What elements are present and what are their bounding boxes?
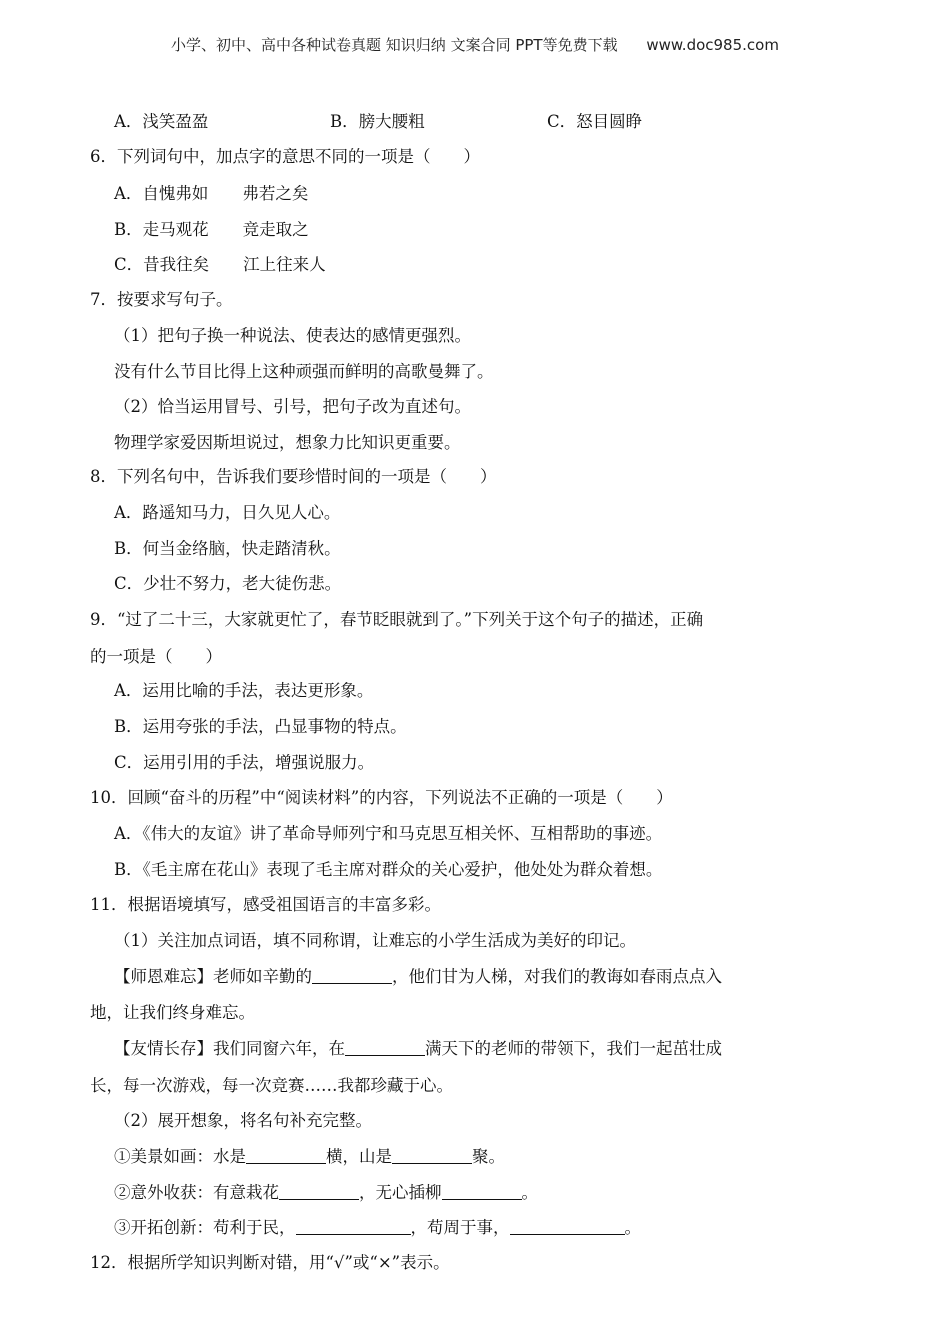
q6-option-b-word: B．走马观花 [114,220,209,239]
q6-option-b-phrase: 竞走取之 [242,220,309,239]
q11-row1 [114,1146,505,1168]
answer-blank[interactable] [442,1182,522,1200]
q8-option-b: B．何当金络脑，快走踏清秋。 [114,539,341,558]
page-header [0,34,950,55]
q6-option-a-phrase: 弗若之矣 [242,184,309,203]
q5-option-c: C．怒目圆睁 [547,112,643,131]
q11-para1-text-b: ，他们甘为人梯，对我们的教诲如春雨点点入 [392,967,722,986]
q11-para1-line2: 地，让我们终身难忘。 [90,1003,255,1022]
answer-blank[interactable] [345,1038,425,1056]
q6-option-c [114,254,326,276]
q11-stem: 11．根据语境填写，感受祖国语言的丰富多彩。 [90,895,441,914]
q12-stem: 12．根据所学知识判断对错，用“√”或“×”表示。 [90,1253,450,1272]
q8-stem: 8．下列名句中，告诉我们要珍惜时间的一项是（ ） [90,467,497,486]
q11-row3-text-c: 。 [624,1218,641,1237]
q11-para2-text-b: 满天下的老师的带领下，我们一起茁壮成 [425,1039,722,1058]
header-site: www.doc985.com [646,36,779,54]
q6-option-c-phrase: 江上往来人 [243,255,326,274]
q6-option-b [114,219,309,241]
q11-row2 [114,1182,538,1204]
q6-option-a [114,183,308,205]
q8-option-a: A．路遥知马力，日久见人心。 [114,503,341,522]
q9-option-a: A．运用比喻的手法，表达更形象。 [114,681,374,700]
q11-sub2: （2）展开想象，将名句补充完整。 [114,1111,372,1130]
q11-row3 [114,1217,641,1239]
q11-row2-text-c: 。 [521,1183,538,1202]
q11-para2-line2: 长，每一次游戏，每一次竞赛……我都珍藏于心。 [90,1076,453,1095]
answer-blank[interactable] [296,1217,411,1235]
answer-blank[interactable] [510,1217,625,1235]
q11-row2-text-b: ，无心插柳 [359,1183,442,1202]
q7-sub2-text: 物理学家爱因斯坦说过，想象力比知识更重要。 [114,433,461,452]
q10-option-a: A．《伟大的友谊》讲了革命导师列宁和马克思互相关怀、互相帮助的事迹。 [114,824,663,843]
q9-option-b: B．运用夸张的手法，凸显事物的特点。 [114,717,407,736]
q11-row3-text-b: ，苟周于事， [410,1218,510,1237]
q10-stem: 10．回顾“奋斗的历程”中“阅读材料”的内容，下列说法不正确的一项是（ ） [90,788,673,807]
q7-sub2: （2）恰当运用冒号、引号，把句子改为直述句。 [114,397,471,416]
q6-option-c-word: C．昔我往矣 [114,255,210,274]
q11-para2-text-a: 【友情长存】我们同窗六年，在 [114,1039,345,1058]
q9-stem-line1: 9．“过了二十三，大家就更忙了，春节眨眼就到了。”下列关于这个句子的描述，正确 [90,610,704,629]
q11-sub1: （1）关注加点词语，填不同称谓，让难忘的小学生活成为美好的印记。 [114,931,636,950]
q6-option-a-word: A．自愧弗如 [114,184,209,203]
q11-row1-text-c: 聚。 [472,1147,505,1166]
q11-para1-line1 [114,966,722,988]
q7-sub1: （1）把句子换一种说法、使表达的感情更强烈。 [114,326,471,345]
q9-stem-line2: 的一项是（ ） [90,647,222,666]
answer-blank[interactable] [246,1146,326,1164]
q6-stem: 6．下列词句中，加点字的意思不同的一项是（ ） [90,147,480,166]
q7-sub1-text: 没有什么节目比得上这种顽强而鲜明的高歌曼舞了。 [114,362,494,381]
header-text: 小学、初中、高中各种试卷真题 知识归纳 文案合同 PPT等免费下载 [171,36,618,54]
q8-option-c: C．少壮不努力，老大徒伤悲。 [114,574,342,593]
q5-option-a: A．浅笑盈盈 [114,112,209,131]
q10-option-b: B．《毛主席在花山》表现了毛主席对群众的关心爱护，他处处为群众着想。 [114,860,663,879]
q11-row3-text-a: ③开拓创新：苟利于民， [114,1218,296,1237]
q11-row2-text-a: ②意外收获：有意栽花 [114,1183,279,1202]
q5-option-b: B．膀大腰粗 [330,112,425,131]
q7-stem: 7．按要求写句子。 [90,290,233,309]
q11-row1-text-b: 横，山是 [326,1147,392,1166]
q11-para1-text-a: 【师恩难忘】老师如辛勤的 [114,967,312,986]
q11-row1-text-a: ①美景如画：水是 [114,1147,246,1166]
q11-para2-line1 [114,1038,722,1060]
answer-blank[interactable] [392,1146,472,1164]
answer-blank[interactable] [279,1182,359,1200]
q9-option-c: C．运用引用的手法，增强说服力。 [114,753,375,772]
answer-blank[interactable] [312,966,392,984]
